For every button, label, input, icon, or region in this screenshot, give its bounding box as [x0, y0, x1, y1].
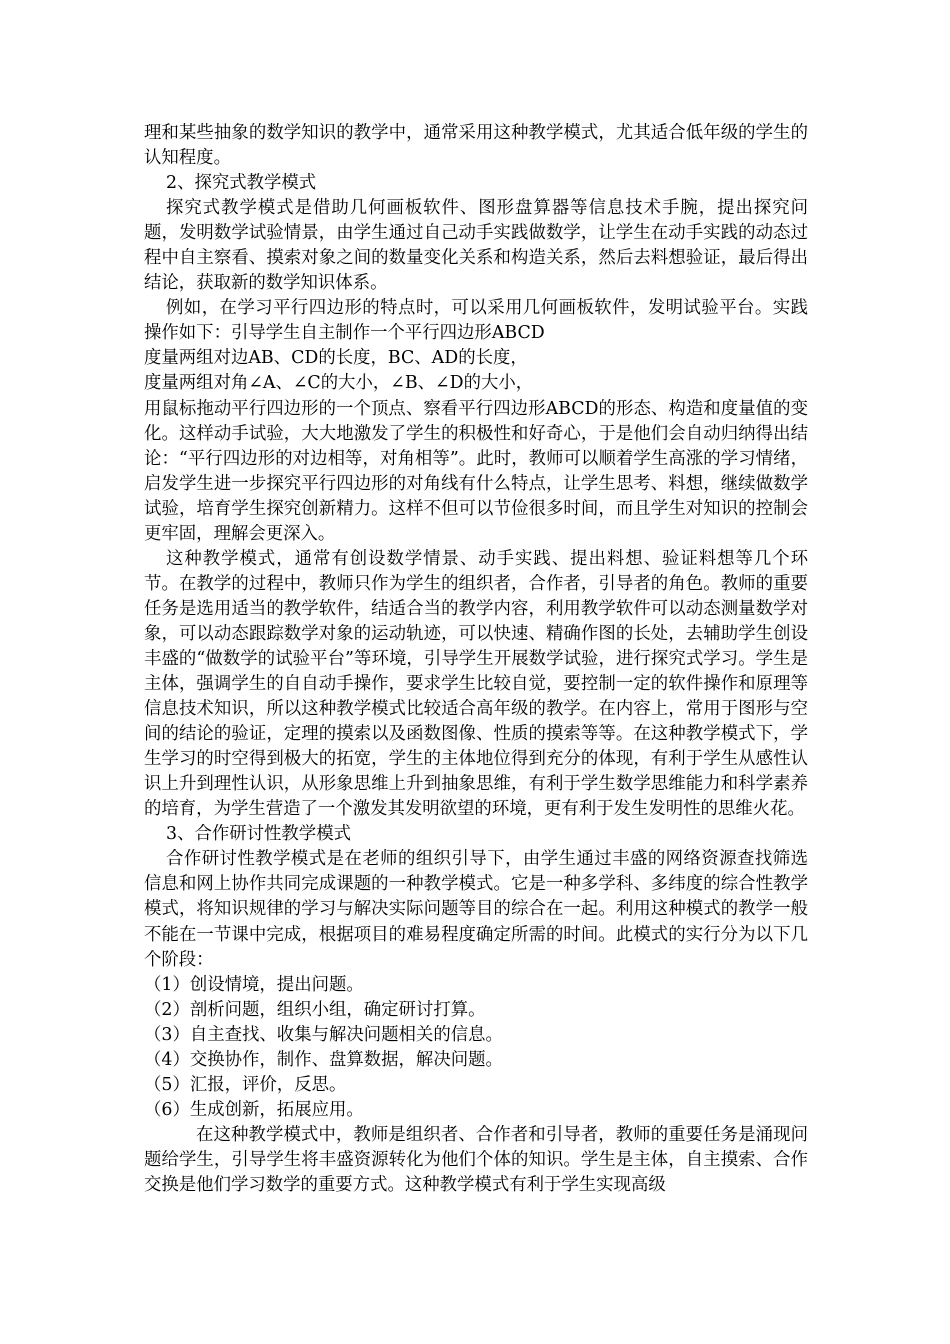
list-item-stage-6: （6）生成创新，拓展应用。: [144, 1099, 364, 1120]
list-item-stage-3: （3）自主查找、收集与解决问题相关的信息。: [144, 1024, 503, 1045]
paragraph-intro-continuation: 理和某些抽象的数学知识的教学中，通常采用这种教学模式，尤其适合低年级的学生的认知程度。: [144, 123, 808, 169]
paragraph-inquiry-summary: 这种教学模式，通常有创设数学情景、动手实践、提出料想、验证料想等几个环节。在教学的过程中，教师只作为学生的组织者，合作者，引导者的角色。教师的重要任务是选用适当的教学软件，结适合当的教学内容，利用教学软件可以动态测量数学对象，可以动态跟踪数学对象的运动轨迹，可以快速、精确作图的长处，去辅助学生创设丰盛的“做数学的试验平台”等环境，引导学生开展数学试验，进行探究式学习。学生是主体，强调学生的自自动手操作，要求学生比较自觉，要控制一定的软件操作和原理等信息技术知识，所以这种教学模式比较适合高年级的教学。在内容上，常用于图形与空间的结论的验证，定理的摸索以及函数图像、性质的摸索等等。在这种教学模式下，学生学习的时空得到极大的拓宽，学生的主体地位得到充分的体现，有利于学生从感性认识上升到理性认识，从形象思维上升到抽象思维，有利于学生数学思维能力和科学素养的培育，为学生营造了一个激发其发明欲望的环境，更有利于发生发明性的思维火花。: [144, 548, 808, 820]
document-body: [144, 121, 808, 1198]
section-heading-inquiry-mode: 2、探究式教学模式: [166, 173, 317, 194]
paragraph-drag-vertex: 用鼠标拖动平行四边形的一个顶点、察看平行四边形ABCD的形态、构造和度量值的变化。这样动手试验，大大地激发了学生的积极性和好奇心，于是他们会自动归纳得出结论：“平行四边形的对边相等，对角相等”。此时，教师可以顺着学生高涨的学习情绪，启发学生进一步探究平行四边形的对角线有什么特点，让学生思考、料想，继续做数学试验，培育学生探究创新精力。这样不但可以节俭很多时间，而且学生对知识的控制会更牢固，理解会更深入。: [144, 398, 808, 544]
list-item-stage-4: （4）交换协作，制作、盘算数据，解决问题。: [144, 1049, 503, 1070]
paragraph-inquiry-example: 例如，在学习平行四边形的特点时，可以采用几何画板软件，发明试验平台。实践操作如下：引导学生自主制作一个平行四边形ABCD: [144, 298, 808, 344]
list-item-stage-1: （1）创设情境，提出问题。: [144, 974, 364, 995]
list-item-stage-2: （2）剖析问题，组织小组，确定研讨打算。: [144, 999, 486, 1020]
section-heading-cooperative-mode: 3、合作研讨性教学模式: [166, 824, 351, 845]
paragraph-cooperative-roles: 在这种教学模式中，教师是组织者、合作者和引导者，教师的重要任务是涌现问题给学生，引导学生将丰盛资源转化为他们个体的知识。学生是主体，自主摸索、合作交换是他们学习数学的重要方式。这种教学模式有利于学生实现高级: [144, 1124, 808, 1195]
list-item-stage-5: （5）汇报，评价，反思。: [144, 1074, 347, 1095]
paragraph-measure-sides: 度量两组对边AB、CD的长度，BC、AD的长度，: [144, 348, 528, 369]
paragraph-cooperative-definition: 合作研讨性教学模式是在老师的组织引导下，由学生通过丰盛的网络资源查找筛选信息和网上协作共同完成课题的一种教学模式。它是一种多学科、多纬度的综合性教学模式，将知识规律的学习与解决实际问题等目的综合在一起。利用这种模式的教学一般不能在一节课中完成，根据项目的难易程度确定所需的时间。此模式的实行分为以下几个阶段：: [144, 849, 808, 970]
paragraph-inquiry-definition: 探究式教学模式是借助几何画板软件、图形盘算器等信息技术手腕，提出探究问题，发明数学试验情景，由学生通过自己动手实践做数学，让学生在动手实践的动态过程中自主察看、摸索对象之间的数量变化关系和构造关系，然后去料想验证，最后得出结论，获取新的数学知识体系。: [144, 198, 808, 294]
paragraph-measure-angles: 度量两组对角∠A、∠C的大小，∠B、∠D的大小，: [144, 373, 534, 394]
